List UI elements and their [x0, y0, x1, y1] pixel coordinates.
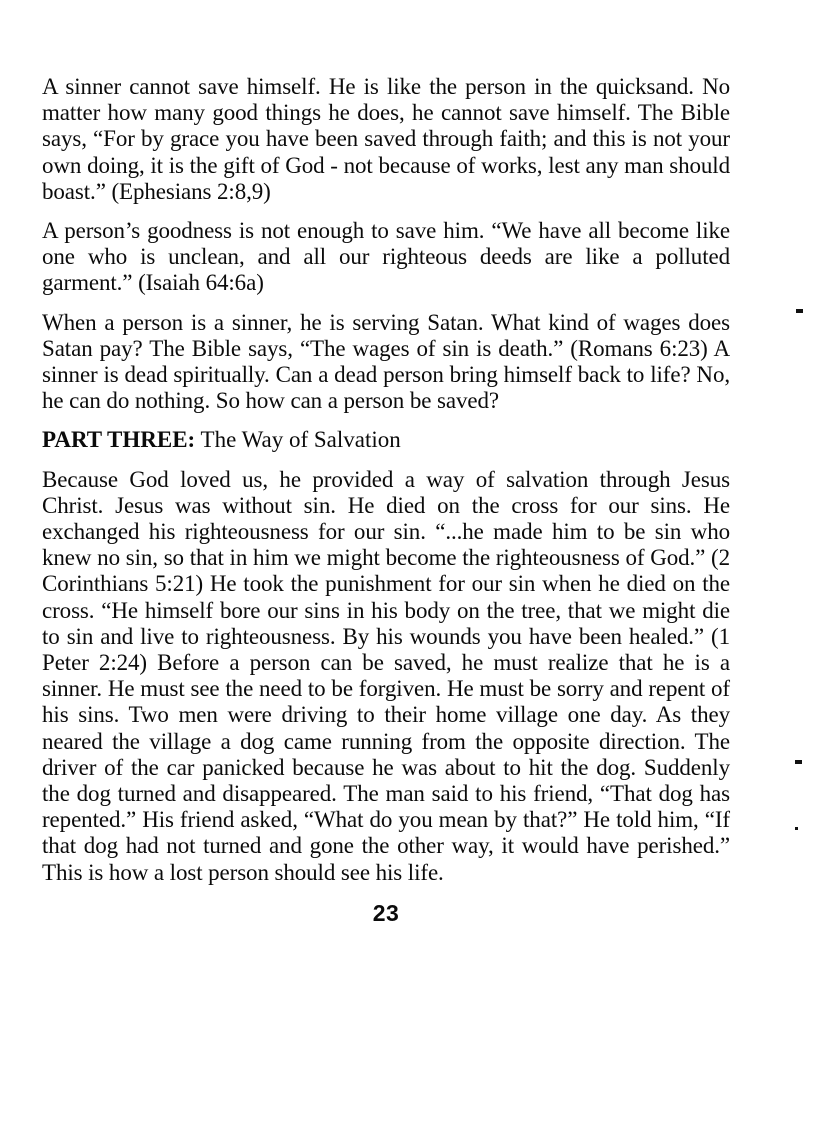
paragraph-persons-goodness: A person’s goodness is not enough to save him. “We have all become like one who is unclean, and all our righteous deeds are like a polluted garment.” (Isaiah 64:6a): [42, 218, 730, 296]
scan-artifact-dot-bottom: [795, 827, 798, 830]
paragraph-serving-satan: When a person is a sinner, he is serving Satan. What kind of wages does Satan pay? The Bible says, “The wages of sin is death.” (Romans 6:23) A sinner is dead spiritually. Can a dead person bring himself back to life? No, he can do nothing. So how can a person be saved?: [42, 309, 730, 414]
paragraph-way-of-salvation: Because God loved us, he provided a way of salvation through Jesus Christ. Jesus was without sin. He died on the cross for our sins. He exchanged his righteousness for our sin. “...he made him to be sin who knew no sin, so that in him we might become the righteousness of God.” (2 Corinthians 5:21) He took the punishment for our sin when he died on the cross. “He himself bore our sins in his body on the tree, that we might die to sin and live to righteousness. By his wounds you have been healed.” (1 Peter 2:24) Before a person can be saved, he must realize that he is a sinner. He must see the need to be forgiven. He must be sorry and repent of his sins. Two men were driving to their home village one day. As they neared the village a dog came running from the opposite direction. The driver of the car panicked because he was about to hit the dog. Suddenly the dog turned and disappeared. The man said to his friend, “That dog has repented.” His friend asked, “What do you mean by that?” He told him, “If that dog had not turned and gone the other way, it would have perished.” This is how a lost person should see his life.: [42, 466, 730, 885]
scan-artifact-dash-middle: [795, 760, 802, 764]
section-heading-title: The Way of Salvation: [200, 427, 401, 453]
section-heading-label: PART THREE:: [42, 427, 196, 453]
page-number: 23: [372, 899, 400, 926]
scan-artifact-dash-top: [796, 309, 803, 313]
section-heading: [42, 427, 730, 453]
paragraph-sinner-cannot-save: A sinner cannot save himself. He is like the person in the quicksand. No matter how many good things he does, he cannot save himself. The Bible says, “For by grace you have been saved through faith; and this is not your own doing, it is the gift of God - not because of works, lest any man should boast.” (Ephesians 2:8,9): [42, 74, 730, 204]
